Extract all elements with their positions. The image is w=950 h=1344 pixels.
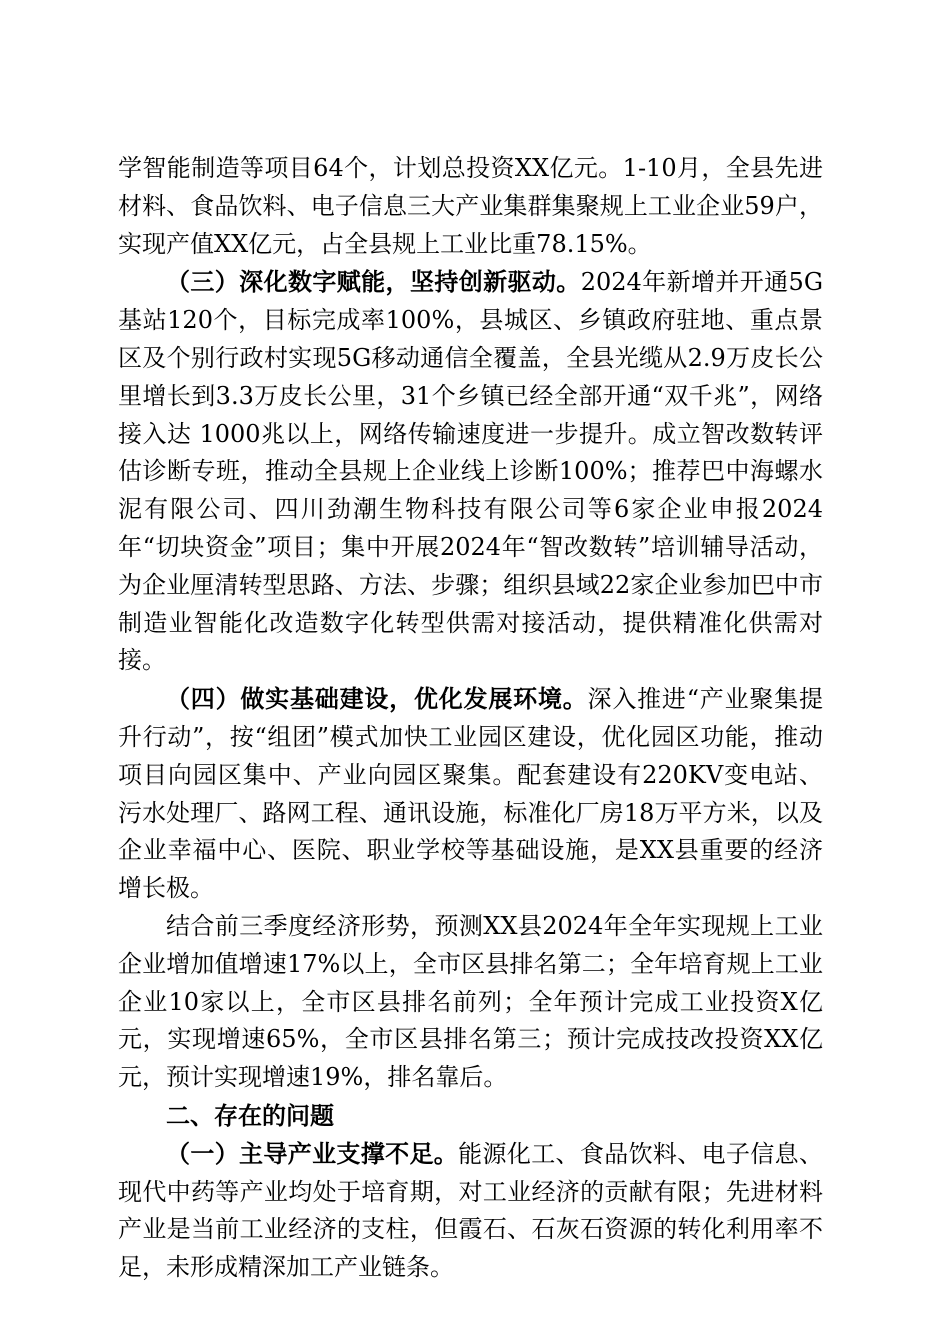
- paragraph-lead: （三）深化数字赋能，坚持创新驱动。: [166, 267, 581, 297]
- paragraph-digital-empowerment: [118, 263, 823, 680]
- paragraph-lead: （四）做实基础建设，优化发展环境。: [166, 684, 588, 714]
- paragraph-body: 2024年新增并开通5G基站120个，目标完成率100%，县城区、乡镇政府驻地、重点景区及个别行政村实现5G移动通信全覆盖，全县光缆从2.9万皮长公里增长到3.3万皮长公里，31个乡镇已经全部开通“双千兆”，网络接入达 1000兆以上，网络传输速度进一步提升。成立智改数转评估诊断专班，推动全县规上企业线上诊断100%；推荐巴中海螺水泥有限公司、四川劲潮生物科技有限公司等6家企业申报2024年“切块资金”项目；集中开展2024年“智改数转”培训辅导活动，为企业厘清转型思路、方法、步骤；组织县域22家企业参加巴中市制造业智能化改造数字化转型供需对接活动，提供精准化供需对接。: [118, 268, 823, 675]
- paragraph-continued: 学智能制造等项目64个，计划总投资XX亿元。1-10月，全县先进材料、食品饮料、电子信息三大产业集群集聚规上工业企业59户，实现产值XX亿元，占全县规上工业比重78.15%。: [118, 154, 823, 258]
- paragraph-issue-1: [118, 1135, 823, 1287]
- document-page: [118, 150, 823, 1287]
- paragraph-body: 能源化工、食品饮料、电子信息、现代中药等产业均处于培育期，对工业经济的贡献有限；先进材料产业是当前工业经济的支柱，但霞石、石灰石资源的转化利用率不足，未形成精深加工产业链条。: [118, 1139, 824, 1282]
- section-heading: 二、存在的问题: [166, 1100, 334, 1130]
- paragraph-lead: （一）主导产业支撑不足。: [166, 1138, 459, 1168]
- paragraph-forecast: 结合前三季度经济形势，预测XX县2024年全年实现规上工业企业增加值增速17%以上，全市区县排名第二；全年培育规上工业企业10家以上，全市区县排名前列；全年预计完成工业投资X亿元，实现增速65%，全市区县排名第三；预计完成技改投资XX亿元，预计实现增速19%，排名靠后。: [118, 911, 823, 1092]
- paragraph-body: 深入推进“产业聚集提升行动”，按“组团”模式加快工业园区建设，优化园区功能，推动项目向园区集中、产业向园区聚集。配套建设有220KV变电站、污水处理厂、路网工程、通讯设施，标准化厂房18万平方米，以及企业幸福中心、医院、职业学校等基础设施，是XX县重要的经济增长极。: [118, 685, 823, 903]
- paragraph-infrastructure: [118, 680, 823, 908]
